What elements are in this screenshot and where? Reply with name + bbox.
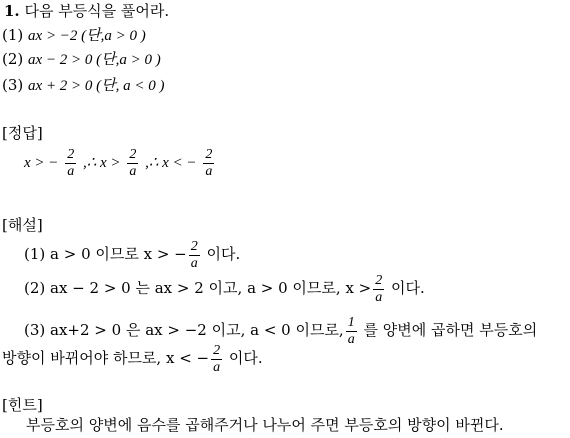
answer-part: ,∴ x >: [82, 155, 121, 171]
item-label: (1): [2, 26, 24, 44]
fraction: $\frac{2}{a}$: [129, 146, 137, 179]
problem-item-1: [2, 26, 146, 45]
answer-header: [정답]: [2, 124, 43, 142]
problem-heading: [4, 2, 169, 20]
fraction: $\frac{2}{a}$: [67, 146, 75, 179]
answer-part: ,∴ x < −: [145, 155, 197, 171]
item-label: (3): [2, 76, 24, 94]
hint-text: 부등호의 양변에 음수를 곱해주거나 나누어 주면 부등호의 방향이 바뀐다.: [26, 416, 504, 434]
problem-number: 1.: [4, 2, 20, 20]
explanation-line-1: (1) a > 0 이므로 x > − $\frac{2}{a}$ 이다.: [24, 238, 241, 271]
explanation-line-4: 방향이 바뀌어야 하므로, x < − $\frac{2}{a}$ 이다.: [2, 342, 263, 375]
answer-line: [24, 144, 216, 181]
problem-item-2: [2, 50, 161, 69]
item-label: (2): [2, 50, 24, 68]
explanation-line-2: (2) ax − 2 > 0 는 ax > 2 이고, a > 0 이므로, x > $\frac{2}{a}$ 이다.: [24, 272, 425, 305]
item-expression: ax + 2 > 0 (단, a < 0 ): [28, 78, 165, 94]
problem-title: 다음 부등식을 풀어라.: [24, 2, 170, 20]
problem-item-3: [2, 76, 165, 95]
fraction: $\frac{2}{a}$: [190, 238, 198, 271]
fraction: $\frac{1}{a}$: [347, 314, 355, 347]
fraction: $\frac{2}{a}$: [213, 342, 221, 375]
fraction: $\frac{2}{a}$: [375, 272, 383, 305]
hint-header: [힌트]: [2, 396, 43, 414]
item-expression: ax − 2 > 0 (단,a > 0 ): [28, 52, 161, 68]
fraction: $\frac{2}{a}$: [205, 146, 213, 179]
explanation-line-3: (3) ax+2 > 0 은 ax > −2 이고, a < 0 이므로, $\frac{1}{a}$ 를 양변에 곱하면 부등호의: [24, 314, 538, 347]
explanation-header: [해설]: [2, 216, 43, 234]
answer-part: x > −: [24, 155, 59, 171]
item-expression: ax > −2 (단,a > 0 ): [28, 28, 146, 44]
